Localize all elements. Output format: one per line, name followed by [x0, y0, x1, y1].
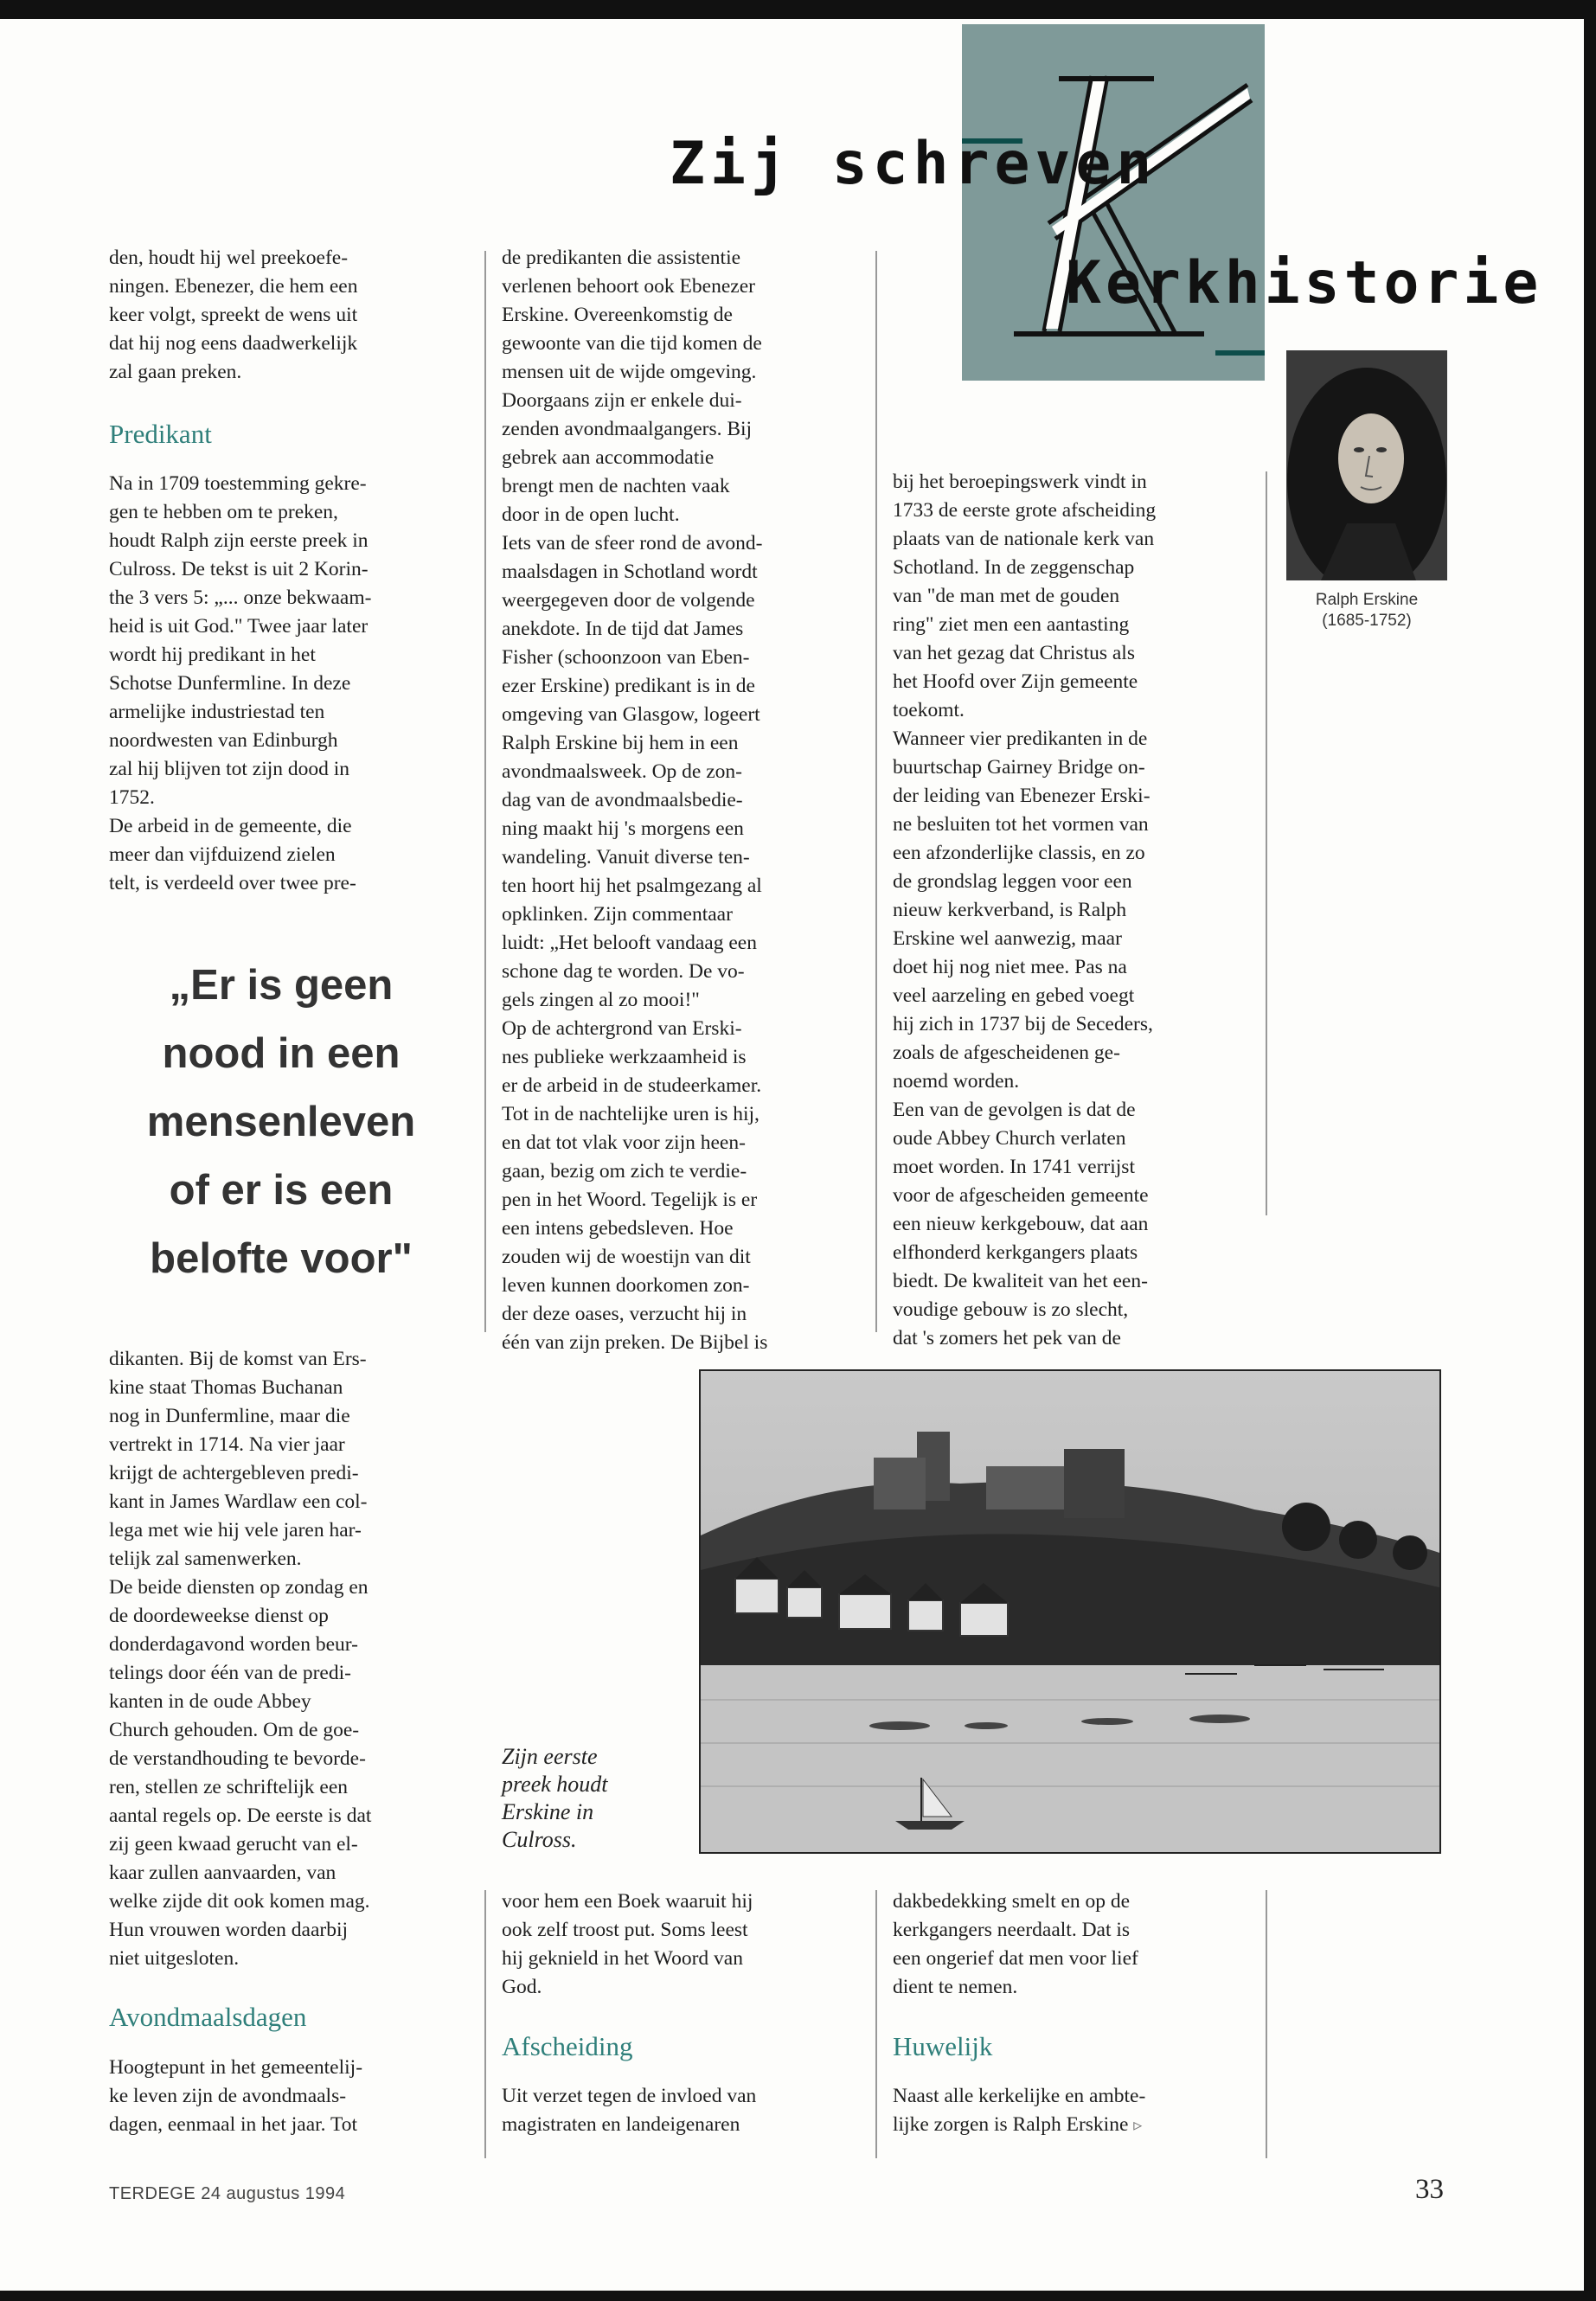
text-line: ningen. Ebenezer, die hem een [109, 275, 358, 298]
text-line: ezer Erskine) predikant is in de [502, 675, 755, 697]
footer-publication: TERDEGE 24 augustus 1994 [109, 2184, 346, 2203]
text-line: ne besluiten tot het vormen van [893, 813, 1149, 836]
image-caption-line: Erskine in [502, 1799, 594, 1824]
text-line: gen te hebben om te preken, [109, 501, 338, 523]
text-line-with-arrow [893, 2111, 1265, 2140]
col1-mid-text [109, 470, 472, 898]
text-line: houdt Ralph zijn eerste preek in [109, 529, 369, 552]
header-k-box [962, 24, 1265, 381]
text-line: gebrek aan accommodatie [502, 446, 715, 469]
text-line: gaan, bezig om zich te verdie- [502, 1160, 747, 1183]
text-line: lega met wie hij vele jaren har- [109, 1519, 362, 1541]
portrait-image [1286, 350, 1447, 580]
text-line: van "de man met de gouden [893, 585, 1120, 607]
text-line: van het gezag dat Christus als [893, 642, 1135, 664]
text-line: avondmaalsweek. Op de zon- [502, 760, 742, 783]
header-title-part2: Kerkhistorie [1066, 249, 1543, 317]
culross-engraving [699, 1369, 1441, 1854]
text-line: donderdagavond worden beur- [109, 1633, 358, 1656]
text-line: kanten in de oude Abbey [109, 1690, 311, 1713]
text-line: kaar zullen aanvaarden, van [109, 1862, 337, 1884]
text-line: Doorgaans zijn er enkele dui- [502, 389, 742, 412]
text-line: een intens gebedsleven. Hoe [502, 1217, 734, 1240]
big-k-letter-icon [962, 24, 1265, 381]
text-line: the 3 vers 5: „... onze bekwaam- [109, 586, 372, 609]
portrait-ralph-erskine [1286, 350, 1447, 580]
text-line: weergegeven door de volgende [502, 589, 755, 612]
text-line: voudige gebouw is zo slecht, [893, 1298, 1129, 1321]
text-line: Erskine wel aanwezig, maar [893, 927, 1122, 950]
pull-quote-line: nood in een [162, 1030, 401, 1077]
text-line: gewoonte van die tijd komen de [502, 332, 762, 355]
portrait-caption-years: (1685-1752) [1322, 612, 1412, 630]
text-line: verlenen behoort ook Ebenezer [502, 275, 755, 298]
text-line: gels zingen al zo mooi!" [502, 989, 700, 1011]
text-line: vertrekt in 1714. Na vier jaar [109, 1433, 345, 1456]
text-line: toekomt. [893, 699, 965, 721]
text-line: dient te nemen. [893, 1976, 1018, 1998]
text-line: hij zich in 1737 bij de Seceders, [893, 1013, 1153, 1035]
text-line: Ralph Erskine bij hem in een [502, 732, 739, 754]
text-line: en dat tot vlak voor zijn heen- [502, 1131, 746, 1154]
text-line: 1733 de eerste grote afscheiding [893, 499, 1157, 522]
text-line: wandeling. Vanuit diverse ten- [502, 846, 750, 868]
text-line: lijke zorgen is Ralph Erskine [893, 2113, 1129, 2136]
header-title-part1: Zij schreven [670, 130, 1157, 198]
image-caption-line: Culross. [502, 1827, 577, 1852]
text-line: nes publieke werkzaamheid is [502, 1046, 747, 1068]
text-line: nieuw kerkverband, is Ralph [893, 899, 1127, 921]
text-line: veel aarzeling en gebed voegt [893, 984, 1135, 1007]
text-line: luidt: „Het belooft vandaag een [502, 932, 757, 954]
divider-col1-col2-bottom [484, 1890, 486, 2158]
divider-col2-col3-top [875, 251, 877, 1332]
text-line: doet hij nog niet mee. Pas na [893, 956, 1127, 978]
image-caption-line: Zijn eerste [502, 1744, 598, 1769]
text-line: ook zelf troost put. Soms leest [502, 1919, 748, 1941]
continue-arrow-icon: ▹ [1133, 2116, 1143, 2135]
text-line: buurtschap Gairney Bridge on- [893, 756, 1145, 779]
text-line: Schotse Dunfermline. In deze [109, 672, 351, 695]
text-line: Tot in de nachtelijke uren is hij, [502, 1103, 760, 1125]
text-line: De beide diensten op zondag en [109, 1576, 369, 1599]
text-line: plaats van de nationale kerk van [893, 528, 1155, 550]
text-line: Fisher (schoonzoon van Eben- [502, 646, 750, 669]
text-line: oude Abbey Church verlaten [893, 1127, 1126, 1150]
text-line: Schotland. In de zeggenschap [893, 556, 1135, 579]
text-line: er de arbeid in de studeerkamer. [502, 1074, 762, 1097]
col3-bottom-text [893, 1888, 1260, 2002]
text-line: krijgt de achtergebleven predi- [109, 1462, 359, 1484]
text-line: opklinken. Zijn commentaar [502, 903, 733, 926]
text-line: Hun vrouwen worden daarbij [109, 1919, 349, 1941]
text-line: zij geen kwaad gerucht van el- [109, 1833, 358, 1856]
subhead-huwelijk: Huwelijk [893, 2031, 993, 2061]
text-line: aantal regels op. De eerste is dat [109, 1804, 372, 1827]
text-line: door in de open lucht. [502, 503, 680, 526]
pull-quote-line: „Er is geen [169, 962, 394, 1009]
col1-top-text [109, 244, 472, 387]
text-line: Uit verzet tegen de invloed van [502, 2085, 757, 2107]
col2-top-text [502, 244, 869, 1357]
page-border-top [0, 0, 1596, 19]
text-line: dagen, eenmaal in het jaar. Tot [109, 2113, 357, 2136]
text-line: Naast alle kerkelijke en ambte- [893, 2085, 1146, 2107]
text-line: keer volgt, spreekt de wens uit [109, 304, 358, 326]
text-line: bij het beroepingswerk vindt in [893, 471, 1147, 493]
text-line: omgeving van Glasgow, logeert [502, 703, 760, 726]
text-line: kant in James Wardlaw een col- [109, 1490, 368, 1513]
text-line: Hoogtepunt in het gemeentelij- [109, 2056, 363, 2079]
text-line: der leiding van Ebenezer Erski- [893, 785, 1151, 807]
page-border-bottom [0, 2291, 1596, 2301]
text-line: de grondslag leggen voor een [893, 870, 1132, 893]
text-line: armelijke industriestad ten [109, 701, 325, 723]
text-line: de doordeweekse dienst op [109, 1605, 329, 1627]
text-line: leven kunnen doorkomen zon- [502, 1274, 750, 1297]
text-line: 1752. [109, 786, 155, 809]
text-line: Iets van de sfeer rond de avond- [502, 532, 763, 554]
col3-end-text [893, 2082, 1265, 2140]
text-line: Erskine. Overeenkomstig de [502, 304, 733, 326]
image-caption [502, 1743, 675, 1854]
text-line: hij geknield in het Woord van [502, 1947, 743, 1970]
text-line: heid is uit God." Twee jaar later [109, 615, 369, 638]
text-line: kine staat Thomas Buchanan [109, 1376, 343, 1399]
col2-bottom-text [502, 1888, 869, 2002]
text-line: Een van de gevolgen is dat de [893, 1099, 1136, 1121]
text-line: dat 's zomers het pek van de [893, 1327, 1121, 1349]
text-line: zenden avondmaalgangers. Bij [502, 418, 753, 440]
text-line: zal gaan preken. [109, 361, 242, 383]
text-line: dakbedekking smelt en op de [893, 1890, 1131, 1913]
text-line: noordwesten van Edinburgh [109, 729, 338, 752]
col1-end-text [109, 2054, 472, 2139]
text-line: ring" ziet men een aantasting [893, 613, 1130, 636]
text-line: noemd worden. [893, 1070, 1020, 1093]
text-line: schone dag te worden. De vo- [502, 960, 745, 983]
pull-quote-line: belofte voor" [150, 1235, 413, 1282]
text-line: zoals de afgescheidenen ge- [893, 1042, 1120, 1064]
text-line: het Hoofd over Zijn gemeente [893, 670, 1138, 693]
text-line: niet uitgesloten. [109, 1947, 240, 1970]
subhead-afscheiding: Afscheiding [502, 2031, 633, 2061]
text-line: ten hoort hij het psalmgezang al [502, 875, 762, 897]
text-line: telijk zal samenwerken. [109, 1548, 302, 1570]
page-number: 33 [1415, 2174, 1444, 2205]
text-line: magistraten en landeigenaren [502, 2113, 740, 2136]
text-line: maalsdagen in Schotland wordt [502, 561, 758, 583]
text-line: voor hem een Boek waaruit hij [502, 1890, 753, 1913]
text-line: zal hij blijven tot zijn dood in [109, 758, 350, 780]
text-line: meer dan vijfduizend zielen [109, 843, 336, 866]
col2-end-text [502, 2082, 869, 2139]
pull-quote [95, 952, 467, 1293]
text-line: pen in het Woord. Tegelijk is er [502, 1189, 758, 1211]
header-title-top [670, 130, 1157, 198]
text-line: nog in Dunfermline, maar die [109, 1405, 350, 1427]
divider-col3-margin-bottom [1266, 1890, 1267, 2158]
text-line: dikanten. Bij de komst van Ers- [109, 1348, 367, 1370]
text-line: God. [502, 1976, 542, 1998]
culross-engraving-image [701, 1371, 1439, 1852]
text-line: anekdote. In de tijd dat James [502, 618, 744, 640]
portrait-caption-name: Ralph Erskine [1315, 591, 1419, 609]
text-line: een ongerief dat men voor lief [893, 1947, 1138, 1970]
pull-quote-line: mensenleven [146, 1099, 416, 1145]
col3-top-text [893, 468, 1260, 1353]
text-line: Wanneer vier predikanten in de [893, 727, 1148, 750]
divider-col2-col3-bottom [875, 1890, 877, 2158]
text-line: der deze oases, verzucht hij in [502, 1303, 747, 1325]
portrait-caption [1265, 590, 1469, 631]
subhead-predikant: Predikant [109, 419, 212, 449]
text-line: zouden wij de woestijn van dit [502, 1246, 751, 1268]
text-line: ning maakt hij 's morgens een [502, 817, 744, 840]
text-line: Church gehouden. Om de goe- [109, 1719, 360, 1741]
col1-bottom-text [109, 1345, 481, 1973]
text-line: biedt. De kwaliteit van het een- [893, 1270, 1148, 1292]
subhead-avondmaalsdagen: Avondmaalsdagen [109, 2002, 307, 2032]
header-deco-bar-right [1215, 350, 1265, 356]
text-line: Op de achtergrond van Erski- [502, 1017, 742, 1040]
text-line: ren, stellen ze schriftelijk een [109, 1776, 348, 1798]
image-caption-line: preek houdt [502, 1772, 608, 1797]
text-line: telings door één van de predi- [109, 1662, 351, 1684]
text-line: één van zijn preken. De Bijbel is [502, 1331, 768, 1354]
text-line: de verstandhouding te bevorde- [109, 1747, 366, 1770]
text-line: de predikanten die assistentie [502, 247, 741, 269]
text-line: welke zijde dit ook komen mag. [109, 1890, 370, 1913]
divider-col3-margin-top [1266, 471, 1267, 1215]
text-line: mensen uit de wijde omgeving. [502, 361, 757, 383]
text-line: den, houdt hij wel preekoefe- [109, 247, 349, 269]
text-line: een afzonderlijke classis, en zo [893, 842, 1145, 864]
text-line: een nieuw kerkgebouw, dat aan [893, 1213, 1149, 1235]
text-line: voor de afgescheiden gemeente [893, 1184, 1149, 1207]
text-line: elfhonderd kerkgangers plaats [893, 1241, 1138, 1264]
divider-col1-col2-top [484, 251, 486, 1332]
text-line: Culross. De tekst is uit 2 Korin- [109, 558, 369, 580]
text-line: telt, is verdeeld over twee pre- [109, 872, 356, 894]
text-line: kerkgangers neerdaalt. Dat is [893, 1919, 1131, 1941]
text-line: Na in 1709 toestemming gekre- [109, 472, 367, 495]
header-title-bottom [1066, 249, 1542, 317]
pull-quote-line: of er is een [169, 1167, 394, 1214]
text-line: dag van de avondmaalsbedie- [502, 789, 743, 811]
text-line: wordt hij predikant in het [109, 644, 316, 666]
text-line: moet worden. In 1741 verrijst [893, 1156, 1135, 1178]
text-line: dat hij nog eens daadwerkelijk [109, 332, 358, 355]
text-line: De arbeid in de gemeente, die [109, 815, 352, 837]
text-line: ke leven zijn de avondmaals- [109, 2085, 347, 2107]
page-border-right [1584, 0, 1596, 2301]
text-line: brengt men de nachten vaak [502, 475, 730, 497]
